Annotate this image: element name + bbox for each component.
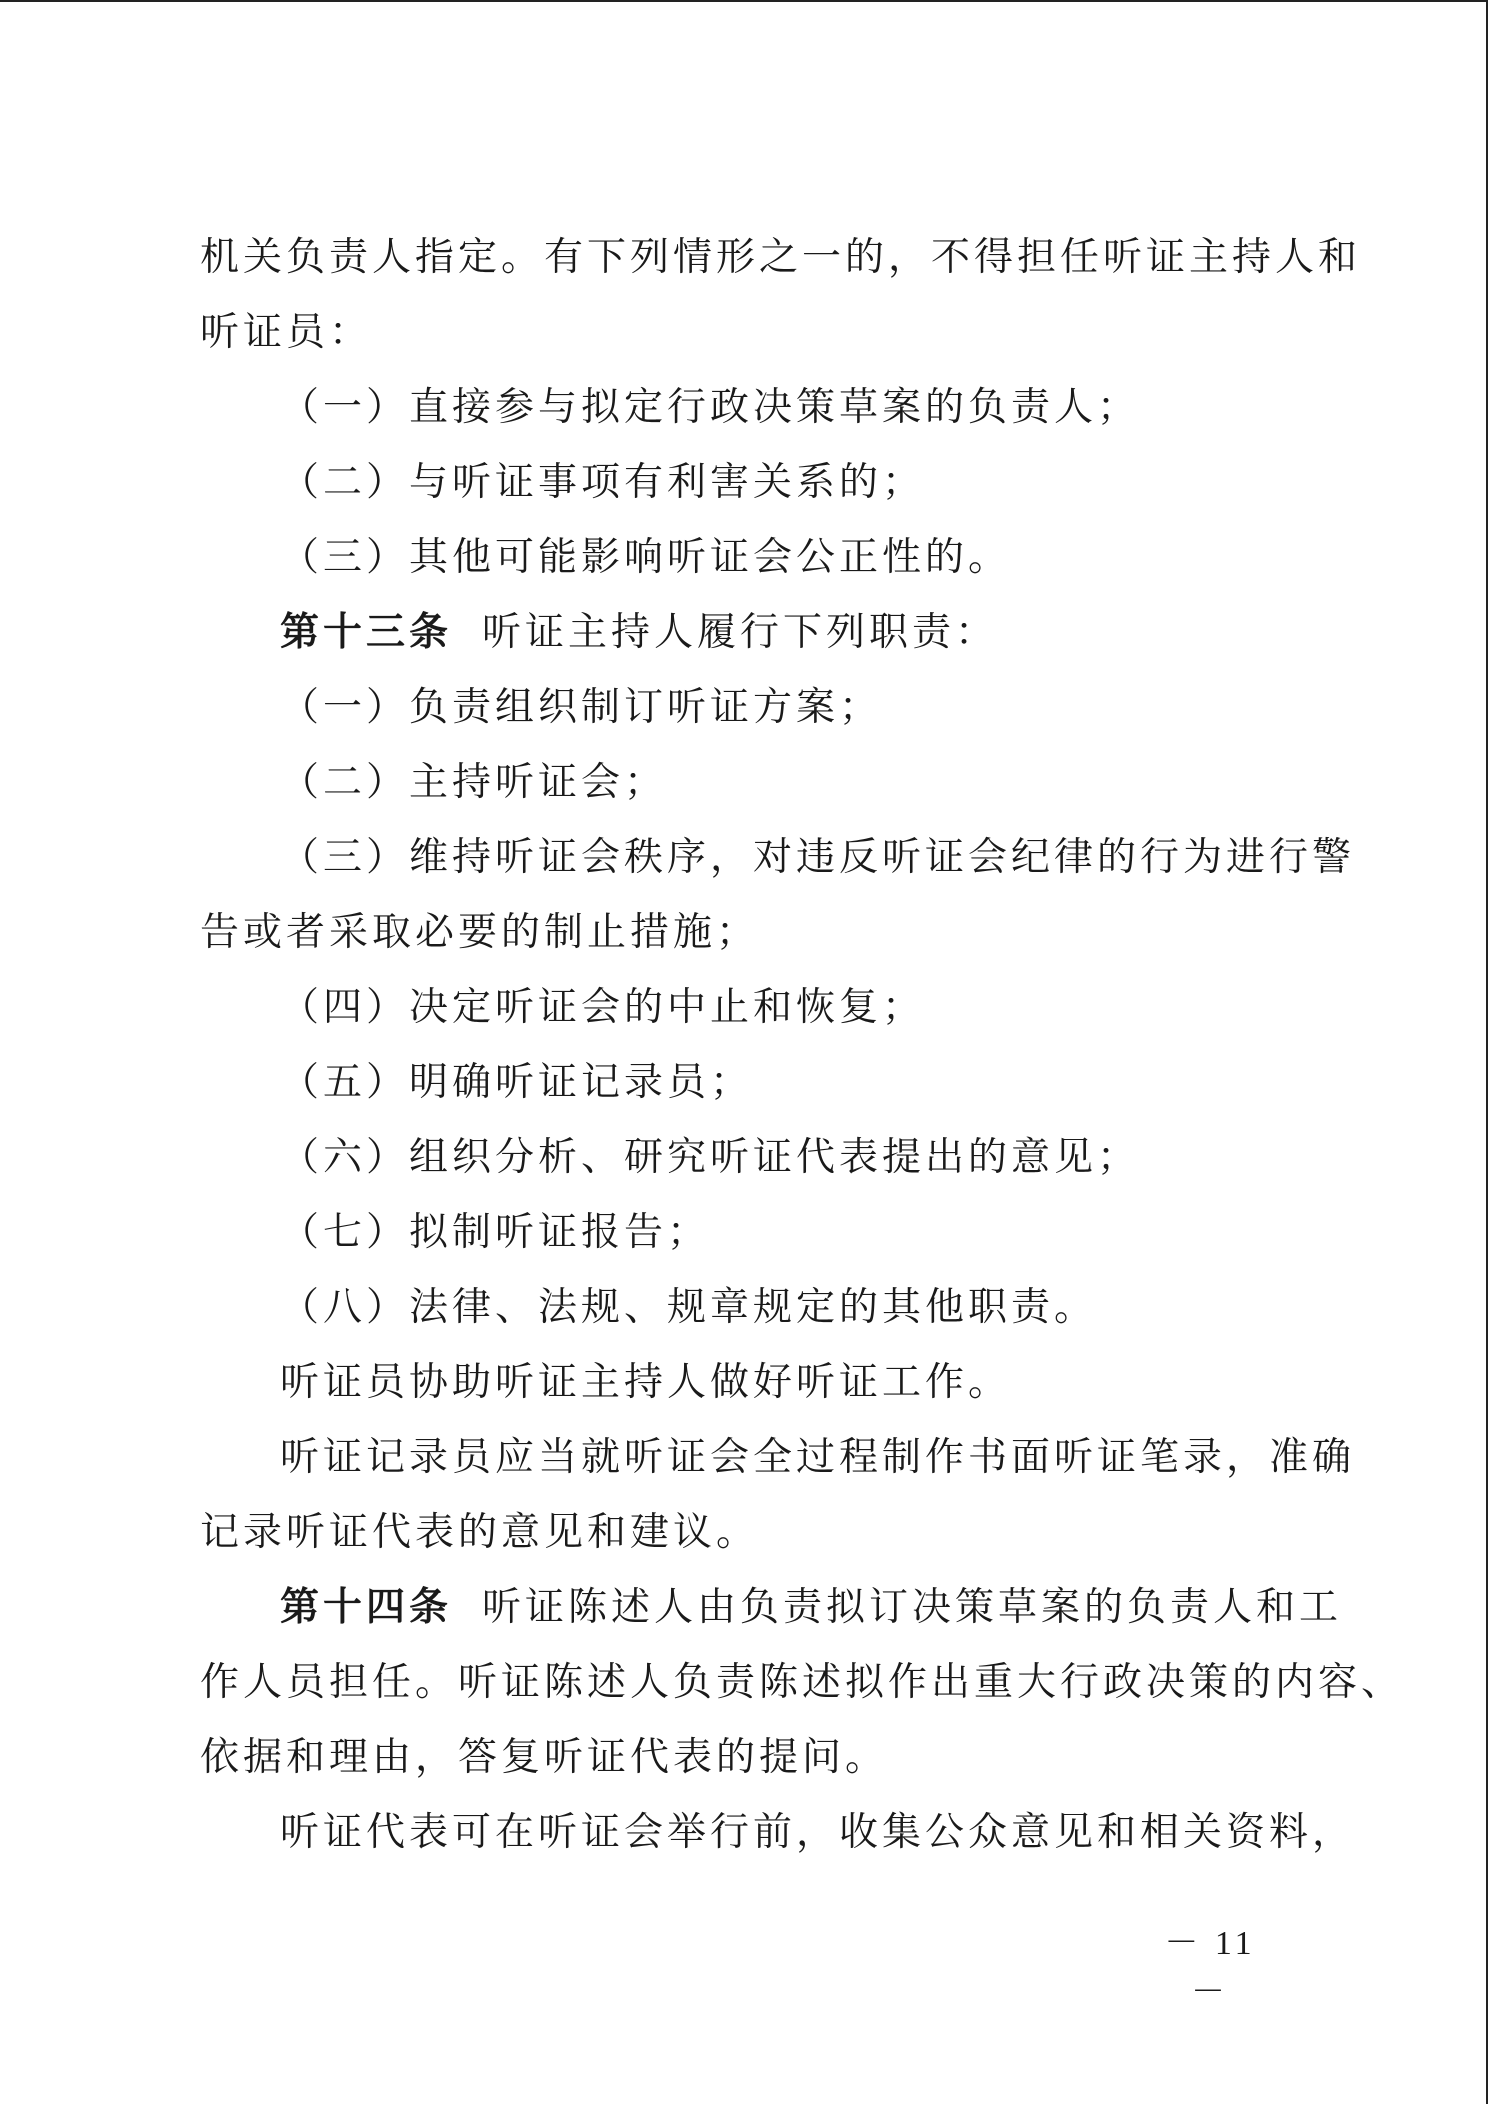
line-text: （二）主持听证会； — [280, 760, 668, 805]
line-text: 作人员担任。听证陈述人负责陈述拟作出重大行政决策的内容、 — [200, 1660, 1405, 1705]
text-line — [200, 1270, 1290, 1345]
text-line — [200, 1795, 1356, 1870]
line-text: （三）其他可能影响听证会公正性的。 — [280, 535, 1012, 580]
line-text: 告或者采取必要的制止措施； — [200, 910, 760, 955]
text-line — [200, 1120, 1290, 1195]
text-line — [200, 1045, 1290, 1120]
text-line — [200, 220, 1362, 295]
line-text: （三）维持听证会秩序，对违反听证会纪律的行为进行警 — [280, 835, 1356, 880]
article-heading: 第十四条 — [280, 1584, 453, 1630]
line-text: 记录听证代表的意见和建议。 — [200, 1510, 760, 1555]
line-text: 听证代表可在听证会举行前，收集公众意见和相关资料， — [280, 1810, 1356, 1855]
line-text: 听证记录员应当就听证会全过程制作书面听证笔录，准确 — [280, 1435, 1356, 1480]
article-line — [200, 595, 1290, 670]
text-line — [200, 745, 1290, 820]
text-line — [200, 1420, 1356, 1495]
text-line — [200, 670, 1290, 745]
text-line — [200, 445, 1290, 520]
text-line — [200, 1345, 1290, 1420]
article-heading: 第十三条 — [280, 609, 453, 655]
line-text: （一）直接参与拟定行政决策草案的负责人； — [280, 385, 1141, 430]
text-line — [200, 820, 1356, 895]
line-text: （二）与听证事项有利害关系的； — [280, 460, 926, 505]
text-line — [200, 895, 1290, 970]
line-text: 听证主持人履行下列职责： — [482, 610, 999, 655]
line-text: 听证员： — [200, 310, 373, 355]
line-text: 依据和理由，答复听证代表的提问。 — [200, 1735, 889, 1780]
text-line — [200, 1720, 1290, 1795]
text-line — [200, 520, 1290, 595]
text-line — [200, 295, 1290, 370]
line-text: （五）明确听证记录员； — [280, 1060, 754, 1105]
page-number: － 11 － — [1164, 1925, 1256, 2011]
line-text: （四）决定听证会的中止和恢复； — [280, 985, 926, 1030]
line-text: （六）组织分析、研究听证代表提出的意见； — [280, 1135, 1141, 1180]
text-line — [200, 1495, 1290, 1570]
text-line — [200, 370, 1290, 445]
line-text: （一）负责组织制订听证方案； — [280, 685, 883, 730]
line-text: （八）法律、法规、规章规定的其他职责。 — [280, 1285, 1098, 1330]
line-text: 机关负责人指定。有下列情形之一的，不得担任听证主持人和 — [200, 235, 1362, 280]
line-text: 听证员协助听证主持人做好听证工作。 — [280, 1360, 1012, 1405]
article-line — [200, 1570, 1343, 1645]
line-text: 听证陈述人由负责拟订决策草案的负责人和工 — [482, 1585, 1343, 1630]
text-line — [200, 1645, 1405, 1720]
text-line — [200, 1195, 1290, 1270]
text-line — [200, 970, 1290, 1045]
line-text: （七）拟制听证报告； — [280, 1210, 711, 1255]
document-body — [200, 220, 1405, 1870]
